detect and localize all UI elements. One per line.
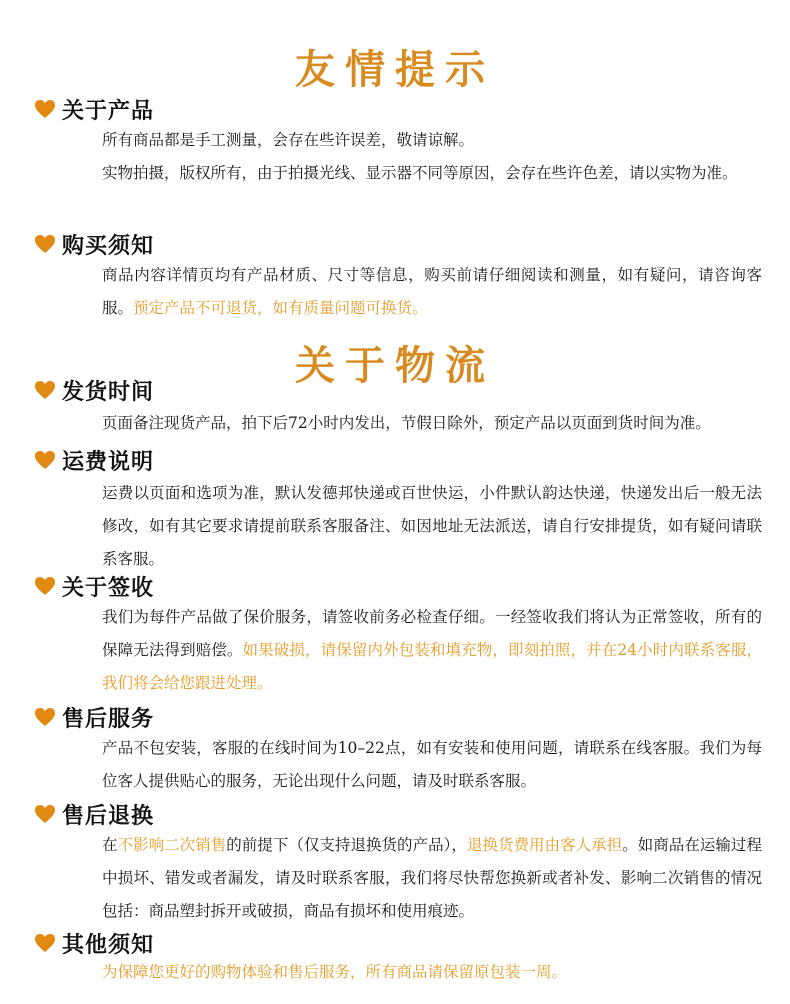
heart-icon: [34, 99, 56, 119]
paragraph-text: 页面备注现货产品，拍下后72小时内发出，节假日除外，预定产品以页面到货时间为准。: [102, 414, 711, 432]
highlight-text: 如果破损，请保留内外包装和填充物，即刻拍照，并在24小时内联系客服，我们将会给您跟进处理。: [102, 641, 762, 692]
highlight-text: 为保障您更好的购物体验和售后服务，所有商品请保留原包装一周。: [102, 963, 568, 981]
heart-icon: [34, 804, 56, 824]
section-body: [102, 732, 762, 798]
section-title: 购买须知: [62, 232, 155, 259]
heart-icon: [34, 707, 56, 727]
section-heading: [34, 227, 154, 261]
section-title: 售后退换: [62, 802, 155, 829]
section-body: [102, 829, 762, 928]
section-body: [102, 259, 762, 325]
section-body: [102, 407, 762, 440]
heading-logistics: 关于物流: [295, 342, 495, 389]
section-heading: [34, 443, 154, 477]
paragraph-text: 产品不包安装，客服的在线时间为10–22点，如有安装和使用问题，请联系在线客服。我们为每位客人提供贴心的服务，无论出现什么问题，请及时联系客服。: [102, 739, 762, 790]
section-heading: [34, 92, 154, 126]
section-title: 其他须知: [62, 931, 155, 958]
heart-icon: [34, 450, 56, 470]
section-heading: [34, 700, 154, 734]
section-title: 关于签收: [62, 574, 155, 601]
highlight-text: 退换货费用由客人承担: [466, 836, 623, 854]
section-body: [102, 124, 762, 190]
section-body: [102, 601, 762, 700]
heart-icon: [34, 933, 56, 953]
heart-icon: [34, 234, 56, 254]
heart-icon: [34, 576, 56, 596]
section-title: 关于产品: [62, 97, 155, 124]
section-title: 发货时间: [62, 378, 155, 405]
highlight-text: 预定产品不可退货，如有质量问题可换货。: [133, 299, 428, 317]
paragraph-text: 在: [102, 836, 118, 854]
paragraph-text: 商品内容详情页均有产品材质、尺寸等信息，购买前请仔细阅读和测量，如有疑问，请咨询客服。: [102, 266, 762, 317]
heart-icon: [34, 380, 56, 400]
paragraph-text: 运费以页面和选项为准，默认发德邦快递或百世快运，小件默认韵达快递，快递发出后一般无法修改，如有其它要求请提前联系客服备注、如因地址无法派送，请自行安排提货，如有疑问请联系客服。: [102, 484, 762, 568]
section-body: [102, 956, 762, 989]
section-heading: [34, 926, 154, 960]
paragraph: 实物拍摄，版权所有，由于拍摄光线、显示器不同等原因，会存在些许色差，请以实物为准。: [102, 164, 738, 182]
heading-tips: 友情提示: [295, 46, 495, 93]
paragraph: 所有商品都是手工测量，会存在些许误差，敬请谅解。: [102, 131, 475, 149]
highlight-text: 不影响二次销售: [117, 836, 227, 854]
section-body: [102, 477, 762, 576]
paragraph-text: 。如商品在运输过程中损坏、错发或者漏发，请及时联系客服，我们将尽快帮您换新或者补发、影响二次销售的情况包括：商品塑封拆开或破损，商品有损坏和使用痕迹。: [102, 836, 762, 920]
paragraph-text: 我们为每件产品做了保价服务，请签收前务必检查仔细。一经签收我们将认为正常签收，所有的保障无法得到赔偿。: [102, 608, 762, 659]
section-heading: [34, 373, 154, 407]
paragraph-text: 的前提下（仅支持退换货的产品），: [226, 836, 467, 854]
section-heading: [34, 569, 154, 603]
section-title: 售后服务: [62, 705, 155, 732]
section-title: 运费说明: [62, 448, 155, 475]
section-heading: [34, 797, 154, 831]
